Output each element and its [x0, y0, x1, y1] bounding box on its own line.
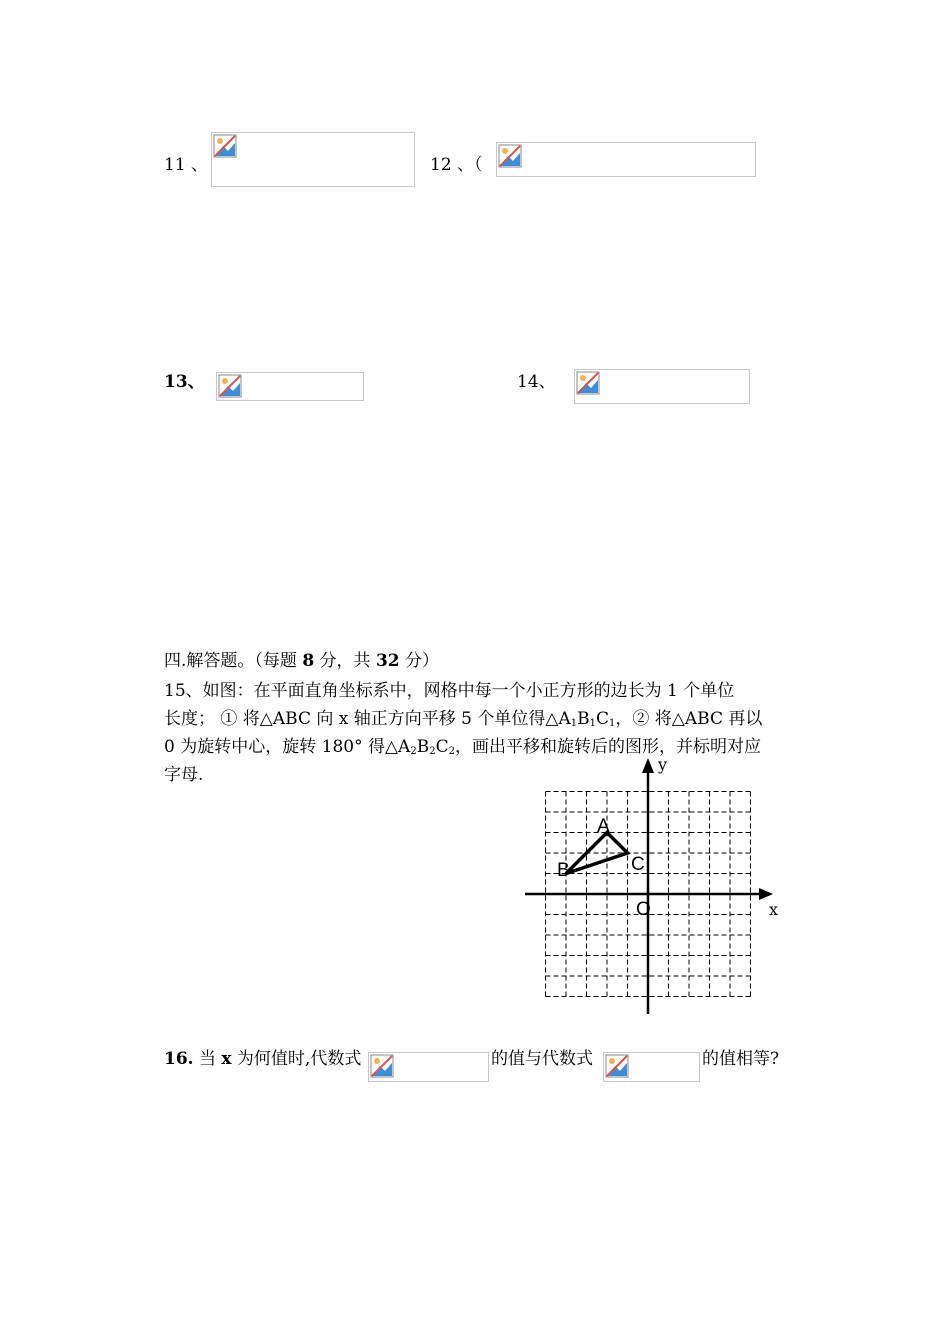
q15-line-3-c: C: [435, 737, 449, 757]
q15-sub: 2: [410, 746, 417, 757]
q15-line-2-b: B: [577, 709, 590, 729]
section-4-note-close: 分）: [399, 651, 440, 671]
problem-12-label: 12 、（: [430, 155, 483, 175]
q16-text-d: 的值相等?: [702, 1049, 780, 1069]
q16-expression-2-image: [603, 1052, 700, 1082]
q16-text-a: 当: [193, 1049, 222, 1069]
broken-image-icon: [370, 1054, 394, 1078]
section-4-points-each: 8: [302, 651, 315, 671]
q15-sub: 2: [448, 746, 455, 757]
q16-variable-x: x: [221, 1049, 232, 1069]
q15-line-3-b: B: [416, 737, 430, 757]
q15-line-4: 字母.: [164, 765, 204, 785]
q15-sub: 1: [609, 718, 616, 729]
x-axis-label: x: [769, 900, 779, 919]
vertex-a-label: A: [597, 816, 610, 837]
q16-text-c: 的值与代数式: [491, 1049, 593, 1069]
section-4-title: 四.解答题。: [164, 651, 255, 671]
broken-image-icon: [576, 371, 600, 395]
q15-sub: 1: [570, 718, 578, 729]
problem-14-image: [574, 369, 750, 404]
q15-line-3-d: ，画出平移和旋转后的图形，并标明对应: [454, 737, 761, 757]
problem-14-label: 14、: [517, 372, 556, 392]
problem-12-image: [496, 142, 756, 177]
origin-label: O: [636, 899, 651, 920]
section-4-note-mid: 分，共: [314, 651, 376, 671]
q15-sub: 1: [589, 718, 596, 729]
vertex-b-label: B: [557, 860, 570, 881]
section-4-note-open: （每题: [254, 651, 303, 671]
broken-image-icon: [605, 1054, 629, 1078]
broken-image-icon: [213, 134, 237, 158]
y-axis-label: y: [658, 755, 668, 774]
section-4-points-total: 32: [375, 651, 400, 671]
x-axis-arrow: [759, 888, 773, 900]
y-axis-arrow: [642, 758, 654, 773]
q15-line-2-a: 长度； ① 将△ABC 向 x 轴正方向平移 5 个单位得△A: [164, 709, 571, 729]
problem-13-image: [216, 372, 364, 401]
problem-13-label: 13、: [164, 372, 205, 392]
q15-line-2: [164, 704, 762, 729]
vertex-c-label: C: [631, 854, 645, 875]
q15-line-2-d: ，② 将△ABC 再以: [615, 709, 763, 729]
broken-image-icon: [498, 144, 522, 168]
q16-text-b: 为何值时,代数式: [231, 1049, 362, 1069]
q15-line-3-a: 0 为旋转中心，旋转 180° 得△A: [164, 737, 411, 757]
broken-image-icon: [218, 374, 242, 398]
q16-prefix: [164, 1044, 361, 1069]
q15-line-2-c: C: [596, 709, 610, 729]
q15-sub: 2: [429, 746, 436, 757]
q15-line-1: 15、如图：在平面直角坐标系中，网格中每一个小正方形的边长为 1 个单位: [164, 681, 735, 701]
problem-11-label: 11 、: [164, 155, 209, 175]
q16-number: 16.: [164, 1049, 194, 1069]
q16-expression-1-image: [368, 1052, 489, 1082]
coordinate-grid-figure: [515, 752, 790, 1020]
section-4-heading: [164, 646, 439, 671]
problem-11-image: [211, 132, 415, 187]
